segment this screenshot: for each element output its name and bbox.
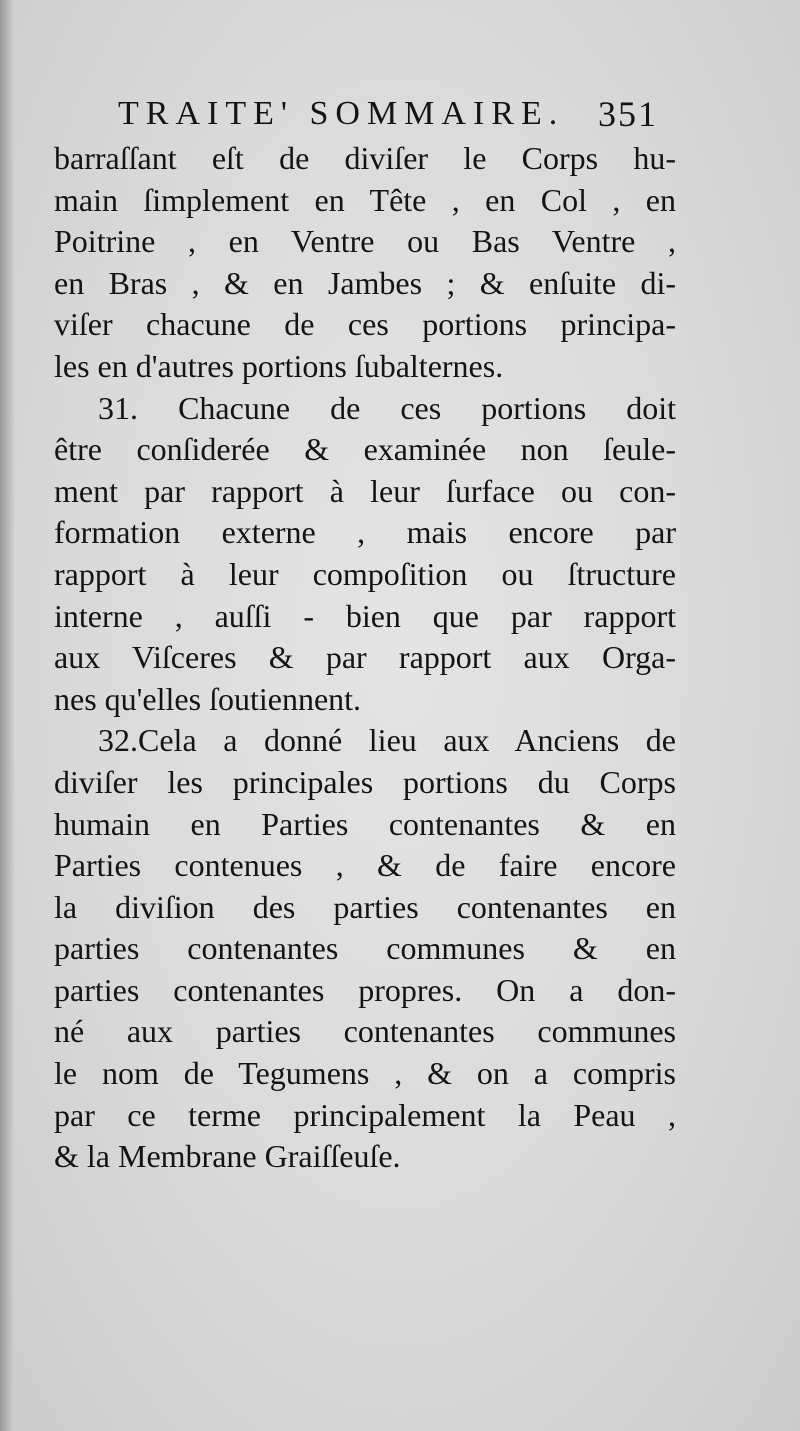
text-line: en Bras , & en Jambes ; & enſuite di- — [54, 264, 676, 301]
text-line: parties contenantes propres. On a don- — [54, 971, 676, 1008]
text-line: né aux parties contenantes communes — [54, 1013, 676, 1050]
page-number: 351 — [598, 94, 658, 134]
text-line: Poitrine , en Ventre ou Bas Ventre , — [54, 223, 676, 260]
text-line: humain en Parties contenantes & en — [54, 805, 676, 842]
text-line: les en d'autres portions ſubalternes. — [54, 347, 504, 384]
text-line: la diviſion des parties contenantes en — [54, 888, 676, 925]
text-line: & la Membrane Graiſſeuſe. — [54, 1138, 401, 1175]
text-line: par ce terme principalement la Peau , — [54, 1096, 676, 1133]
text-line: main ſimplement en Tête , en Col , en — [54, 181, 676, 218]
running-title: TRAITE' SOMMAIRE. — [118, 95, 565, 132]
text-line: le nom de Tegumens , & on a compris — [54, 1055, 676, 1092]
page-gutter-shadow — [0, 0, 14, 1431]
text-line: interne , auſſi - bien que par rapport — [54, 597, 676, 634]
text-line: rapport à leur compoſition ou ſtructure — [54, 555, 676, 592]
text-line: ment par rapport à leur ſurface ou con- — [54, 472, 676, 509]
body-text — [54, 138, 676, 1178]
text-line: viſer chacune de ces portions principa- — [54, 306, 676, 343]
text-line: aux Viſceres & par rapport aux Orga- — [54, 639, 676, 676]
text-line: formation externe , mais encore par — [54, 514, 676, 551]
text-line: Parties contenues , & de faire encore — [54, 847, 676, 884]
paragraph-32-start: 32.Cela a donné lieu aux Anciens de — [98, 722, 676, 759]
paragraph-31-start: 31. Chacune de ces portions doit — [98, 389, 676, 426]
text-line: nes qu'elles ſoutiennent. — [54, 680, 362, 717]
text-line: barraſſant eſt de diviſer le Corps hu- — [54, 140, 676, 176]
text-line: parties contenantes communes & en — [54, 930, 676, 967]
text-line: être conſiderée & examinée non ſeule- — [54, 431, 676, 468]
text-line: diviſer les principales portions du Corps — [54, 763, 676, 800]
